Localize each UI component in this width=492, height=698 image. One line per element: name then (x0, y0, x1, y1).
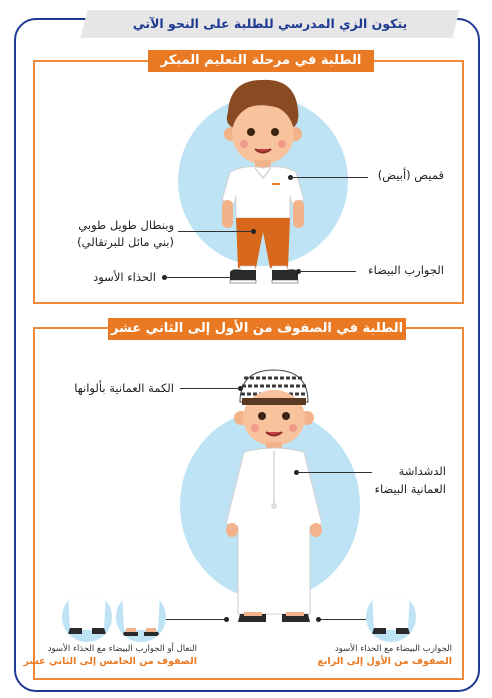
boy-grades-1-12-illustration (214, 364, 334, 629)
sandals-circle-2 (116, 592, 166, 642)
right-footwear-caption: الجوارب البيضاء مع الحذاء الأسود (335, 644, 452, 654)
sandals-icon (116, 592, 166, 642)
white-socks-black-shoes-icon (366, 592, 416, 642)
sandals-circle-1 (62, 592, 112, 642)
page-title: يتكون الزي المدرسي للطلبة على النحو الآتي (132, 16, 408, 31)
socks-pointer-line (298, 271, 356, 272)
dishdasha-label-line1: الدشداشة (398, 464, 446, 478)
pants-label-line1: وبنطال طويل طوبي (78, 218, 174, 232)
page-title-banner (81, 10, 460, 38)
section-grades-1-12-title: الطلبة في الصفوف من الأول إلى الثاني عشر (108, 318, 406, 340)
pants-pointer-line (178, 231, 252, 232)
shirt-pointer-line (290, 177, 368, 178)
kumma-pointer-line (180, 388, 240, 389)
left-footwear-pointer-line (164, 619, 226, 620)
socks-label: الجوارب البيضاء (368, 263, 444, 277)
left-footwear-grade: الصفوف من الخامس إلى الثاني عشر (23, 656, 197, 667)
shoes-pointer-line (164, 277, 234, 278)
section-early-education-title: الطلبة في مرحلة التعليم المبكر (148, 50, 374, 72)
white-socks-sandals-icon (62, 592, 112, 642)
right-footwear-pointer-dot (316, 617, 321, 622)
dishdasha-label-line2: العمانية البيضاء (374, 482, 446, 496)
kumma-label: الكمة العمانية بألوانها (74, 381, 174, 395)
right-footwear-pointer-line (318, 619, 366, 620)
left-footwear-caption: النعال أو الجوارب البيضاء مع الحذاء الأسود (47, 644, 197, 654)
shirt-label: قميص (أبيض) (377, 168, 444, 182)
left-footwear-pointer-dot (224, 617, 229, 622)
dishdasha-pointer-line (296, 472, 372, 473)
pants-label-line2: (بني مائل للبرتقالي) (77, 235, 174, 249)
right-footwear-grade: الصفوف من الأول إلى الرابع (317, 656, 452, 667)
socks-shoes-circle (366, 592, 416, 642)
boy-early-education-illustration (200, 72, 330, 292)
shoes-label: الحذاء الأسود (93, 270, 156, 284)
